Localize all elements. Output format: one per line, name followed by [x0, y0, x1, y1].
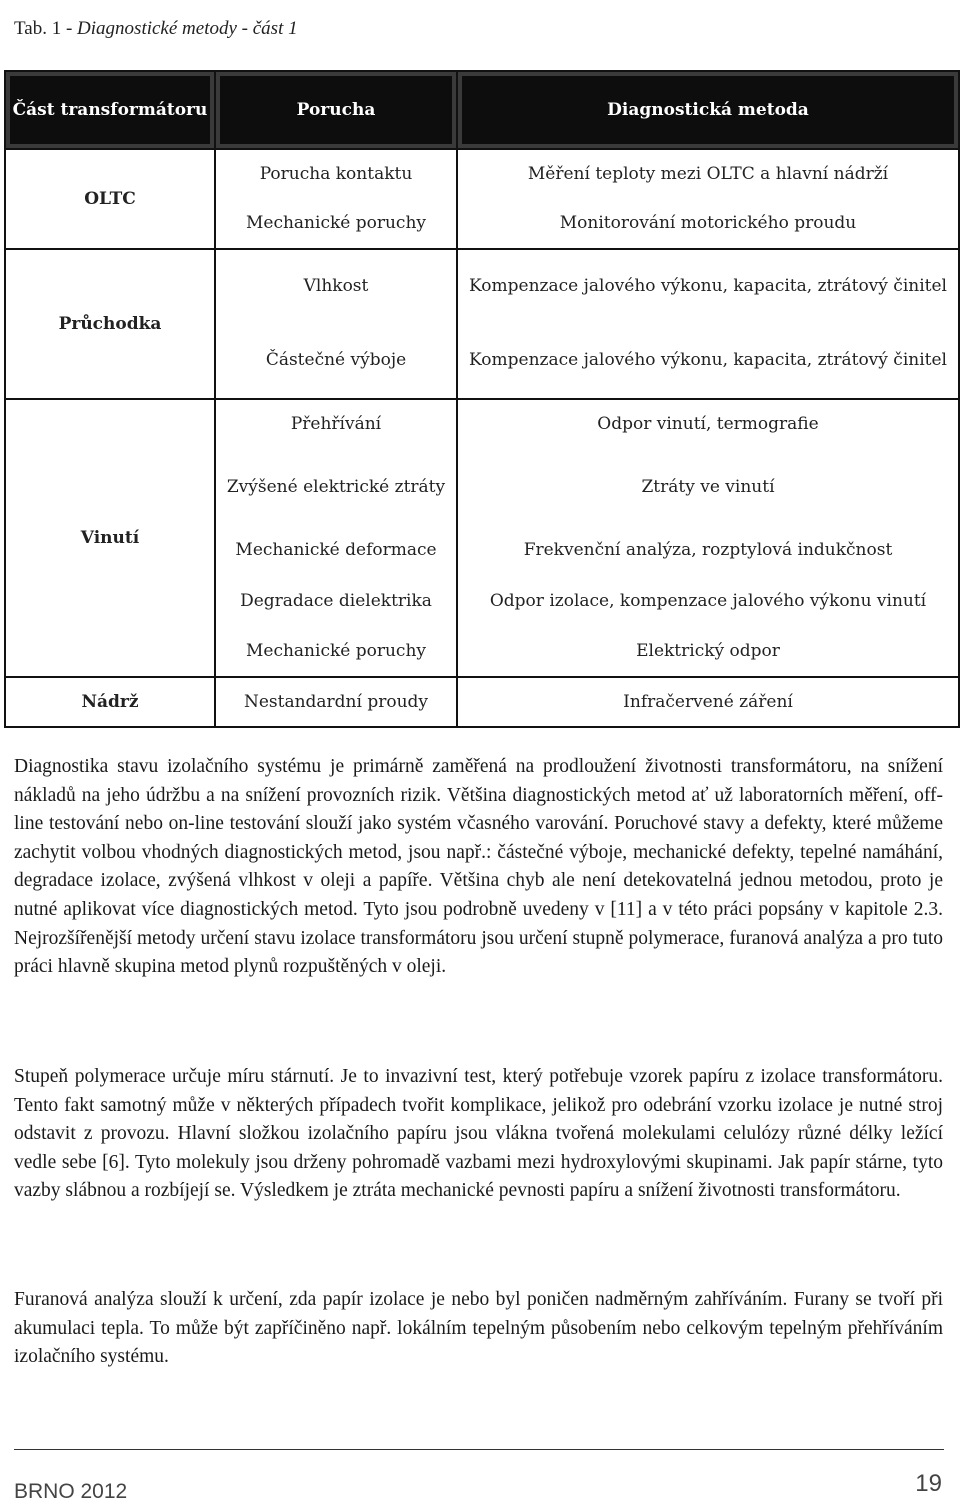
table-row — [5, 399, 959, 449]
footer-location-year: BRNO 2012 — [14, 1480, 128, 1503]
table-row — [5, 249, 959, 323]
header-method: Diagnostická metoda — [457, 71, 959, 149]
fault-cell: Mechanické deformace — [215, 525, 457, 575]
part-cell-nadrz: Nádrž — [5, 677, 215, 727]
paragraph-diagnostics: Diagnostika stavu izolačního systému je primárně zaměřená na prodloužení životnosti transformátoru, na snížení nákladů na jeho údržbu a na snížení provozních rizik. Většina diagnostických metod ať už laboratorních měření, off-line testování nebo on-line testování slouží jako systém včasného varování. Poruchové stavy a defekty, které můžeme zachytit volbou vhodných diagnostických metod, jsou např.: částečné výboje, mechanické defekty, tepelné namáhání, degradace izolace, zvýšená vlhkost v oleji a papíře. Většina chyb ale není detekovatelná jednou metodou, proto je nutné aplikovat více diagnostických metod. Tyto jsou podrobně uvedeny v [11] a v této práci popsány v kapitole 2.3. Nejrozšířenější metody určení stavu izolace transformátoru jsou určení stupně polymerace, furanová analýza a pro tuto práci hlavně skupina metod plynů rozpuštěných v oleji. — [14, 756, 943, 978]
table-row — [5, 149, 959, 199]
fault-cell: Degradace dielektrika — [215, 575, 457, 627]
fault-cell: Mechanické poruchy — [215, 627, 457, 677]
fault-cell: Zvýšené elektrické ztráty — [215, 449, 457, 525]
method-cell: Monitorování motorického proudu — [457, 199, 959, 249]
header-part: Část transformátoru — [5, 71, 215, 149]
part-cell-oltc: OLTC — [5, 149, 215, 249]
method-cell: Infračervené záření — [623, 691, 793, 712]
footer-divider — [14, 1449, 944, 1450]
page-number: 19 — [915, 1470, 942, 1497]
table-row — [5, 677, 959, 727]
caption-title: Diagnostické metody - část 1 — [77, 18, 298, 39]
fault-cell: Vlhkost — [215, 249, 457, 323]
table-caption — [14, 18, 298, 40]
caption-prefix: Tab. 1 - — [14, 18, 78, 39]
method-cell: Kompenzace jalového výkonu, kapacita, ztrátový činitel — [469, 276, 947, 296]
method-cell: Kompenzace jalového výkonu, kapacita, ztrátový činitel — [457, 323, 959, 399]
fault-cell: Porucha kontaktu — [215, 149, 457, 199]
paragraph-furan-analysis: Furanová analýza slouží k určení, zda papír izolace je nebo byl poničen nadměrným zahříváním. Furany se tvoří při akumulaci tepla. To může být zapříčiněno např. lokálním tepelným působením nebo celkovým tepelným přehříváním izolačního systému. — [14, 1289, 943, 1368]
method-cell: Elektrický odpor — [457, 627, 959, 677]
method-cell: Odpor vinutí, termografie — [597, 414, 819, 434]
paragraph-polymerization: Stupeň polymerace určuje míru stárnutí. Je to invazivní test, který potřebuje vzorek papíru z izolace transformátoru. Tento fakt samotný může v některých případech tvořit komplikace, jelikož pro odebrání vzorku izolace je nutné stroj odstavit z provozu. Hlavní složkou izolačního papíru jsou vlákna tvořená molekulami celulózy různé délky ležící vedle sebe [6]. Tyto molekuly jsou drženy pohromadě vazbami mezi hydroxylovými skupinami. Jak papír stárne, tyto vazby slábnou a rozbíjejí se. Výsledkem je ztráta mechanické pevnosti papíru a snížení životnosti transformátoru. — [14, 1066, 943, 1202]
header-fault: Porucha — [215, 71, 457, 149]
method-cell: Frekvenční analýza, rozptylová indukčnost — [523, 539, 893, 560]
fault-cell: Mechanické poruchy — [215, 199, 457, 249]
table-header-row — [5, 71, 959, 149]
fault-cell: Nestandardní proudy — [215, 677, 457, 727]
method-cell: Měření teploty mezi OLTC a hlavní nádrží — [527, 164, 889, 184]
part-cell-vinuti: Vinutí — [5, 399, 215, 677]
part-cell-pruchodka: Průchodka — [5, 249, 215, 399]
method-cell: Ztráty ve vinutí — [641, 476, 775, 497]
diagnostic-methods-table — [4, 70, 960, 728]
method-cell: Odpor izolace, kompenzace jalového výkonu vinutí — [489, 590, 927, 611]
fault-cell: Přehřívání — [215, 399, 457, 449]
fault-cell: Částečné výboje — [215, 323, 457, 399]
